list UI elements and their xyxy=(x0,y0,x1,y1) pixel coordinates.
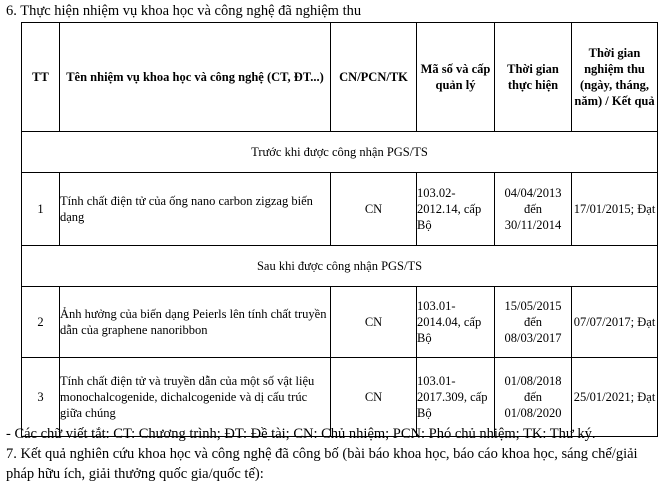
section-after-label: Sau khi được công nhận PGS/TS xyxy=(22,246,658,287)
cell-code: 103.02-2012.14, cấp Bộ xyxy=(417,173,495,246)
section-row-before xyxy=(22,132,658,173)
cell-name: Ảnh hưởng của biến dạng Peierls lên tính chất truyền dẫn của graphene nanoribbon xyxy=(60,287,331,358)
cell-acceptance: 07/07/2017; Đạt xyxy=(572,287,658,358)
cell-name: Tính chất điện tử và truyền dẫn của một số vật liệu monochalcogenide, dichalcogenide và dị cấu trúc giữa chúng xyxy=(60,358,331,437)
table-header-row xyxy=(22,23,658,132)
section-6-heading: 6. Thực hiện nhiệm vụ khoa học và công nghệ đã nghiệm thu xyxy=(6,3,362,19)
section-row-after xyxy=(22,246,658,287)
table-row xyxy=(22,287,658,358)
cell-acceptance: 17/01/2015; Đạt xyxy=(572,173,658,246)
cell-role: CN xyxy=(331,358,417,437)
cell-acceptance: 25/01/2021; Đạt xyxy=(572,358,658,437)
cell-duration: 01/08/2018 đến 01/08/2020 xyxy=(495,358,572,437)
section-7-heading: 7. Kết quả nghiên cứu khoa học và công nghệ đã công bố (bài báo khoa học, báo cáo khoa học, sáng chế/giải pháp hữu ích, giải thưởng quốc gia/quốc tế): xyxy=(6,446,638,482)
abbreviations-note: - Các chữ viết tắt: CT: Chương trình; ĐT: Đề tài; CN: Chủ nhiệm; PCN: Phó chủ nhiệm; TK: Thư ký. xyxy=(6,426,596,442)
cell-tt: 2 xyxy=(22,287,60,358)
projects-table xyxy=(21,22,658,437)
table-row xyxy=(22,173,658,246)
header-role: CN/PCN/TK xyxy=(331,23,417,132)
header-tt: TT xyxy=(22,23,60,132)
section-before-label: Trước khi được công nhận PGS/TS xyxy=(22,132,658,173)
header-duration: Thời gian thực hiện xyxy=(495,23,572,132)
cell-duration: 15/05/2015 đến 08/03/2017 xyxy=(495,287,572,358)
cell-name: Tính chất điện tử của ống nano carbon zigzag biến dạng xyxy=(60,173,331,246)
cell-tt: 1 xyxy=(22,173,60,246)
cell-tt: 3 xyxy=(22,358,60,437)
cell-role: CN xyxy=(331,173,417,246)
header-code: Mã số và cấp quản lý xyxy=(417,23,495,132)
header-name: Tên nhiệm vụ khoa học và công nghệ (CT, ĐT...) xyxy=(60,23,331,132)
cell-duration: 04/04/2013 đến 30/11/2014 xyxy=(495,173,572,246)
cell-code: 103.01-2017.309, cấp Bộ xyxy=(417,358,495,437)
cell-code: 103.01-2014.04, cấp Bộ xyxy=(417,287,495,358)
header-acceptance: Thời gian nghiệm thu (ngày, tháng, năm) / Kết quả xyxy=(572,23,658,132)
cell-role: CN xyxy=(331,287,417,358)
